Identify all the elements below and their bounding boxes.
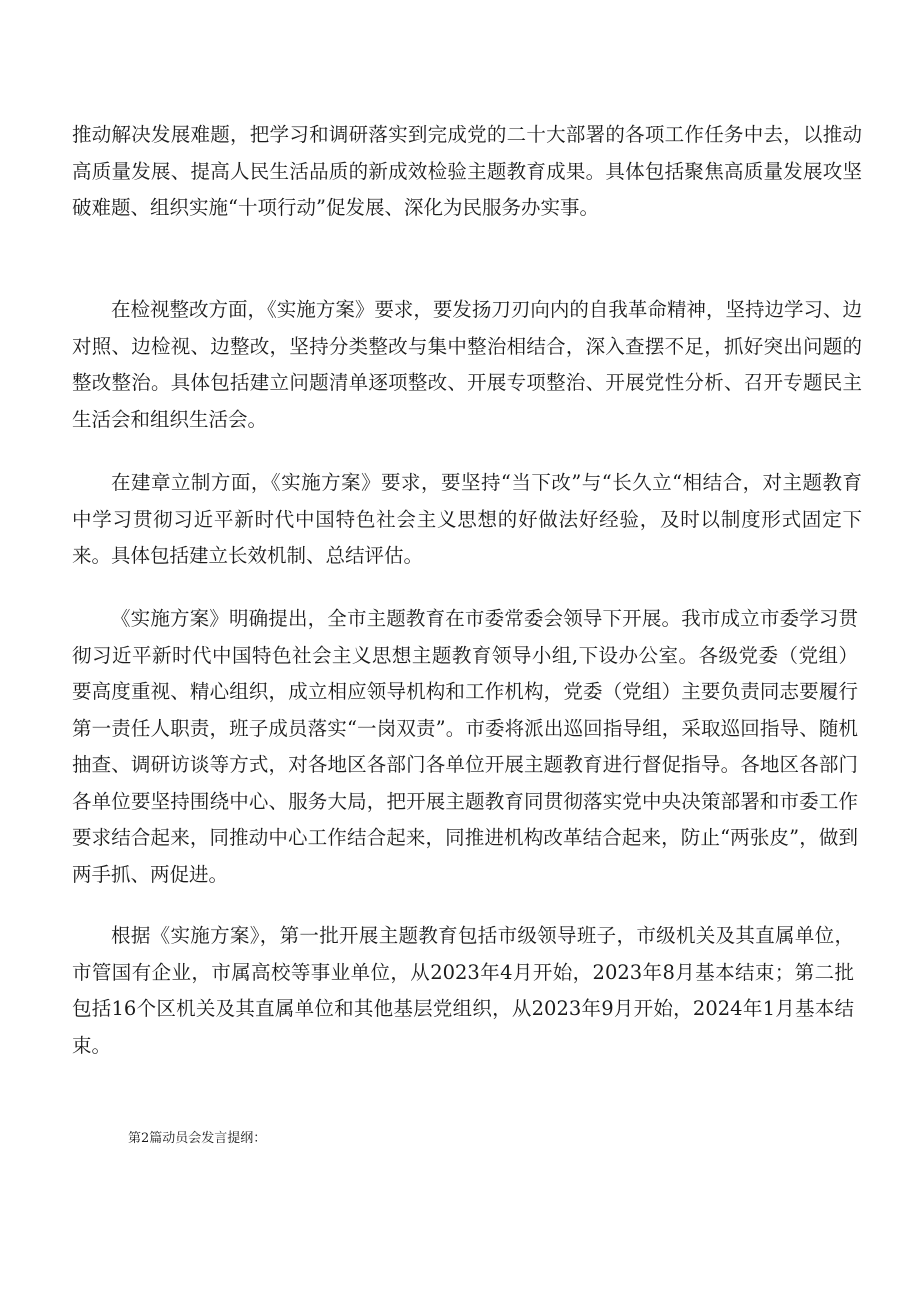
paragraph-inspection-rectification: 在检视整改方面，《实施方案》要求，要发扬刀刃向内的自我革命精神，坚持边学习、边对照、边检视、边整改，坚持分类整改与集中整治相结合，深入查摆不足，抓好突出问题的整改整治。具体包括建立问题清单逐项整改、开展专项整治、开展党性分析、召开专题民主生活会和组织生活会。 bbox=[72, 298, 862, 431]
paragraph-leadership-organization: 《实施方案》明确提出，全市主题教育在市委常委会领导下开展。我市成立市委学习贯彻习近平新时代中国特色社会主义思想主题教育领导小组,下设办公室。各级党委（党组）要高度重视、精心组织，成立相应领导机构和工作机构，党委（党组）主要负责同志要履行第一责任人职责，班子成员落实“一岗双责”。市委将派出巡回指导组，采取巡回指导、随机抽查、调研访谈等方式，对各地区各部门各单位开展主题教育进行督促指导。各地区各部门各单位要坚持围绕中心、服务大局，把开展主题教育同贯彻落实党中央决策部署和市委工作要求结合起来，同推动中心工作结合起来，同推进机构改革结合起来，防止“两张皮”，做到两手抓、两促进。 bbox=[72, 607, 858, 886]
paragraph-rules-institutions: 在建章立制方面，《实施方案》要求，要坚持“当下改”与“长久立“相结合，对主题教育中学习贯彻习近平新时代中国特色社会主义思想的好做法好经验，及时以制度形式固定下来。具体包括建立长效机制、总结评估。 bbox=[72, 471, 862, 567]
section-heading-next-article: 第2篇动员会发言提纲： bbox=[128, 1131, 267, 1146]
paragraph-implementation-schedule: 根据《实施方案》，第一批开展主题教育包括市级领导班子，市级机关及其直属单位，市管国有企业，市属高校等事业单位，从2023年4月开始，2023年8月基本结束；第二批包括16个区机关及其直属单位和其他基层党组织，从2023年9月开始，2024年1月基本结束。 bbox=[72, 924, 854, 1057]
paragraph-development-challenges: 推动解决发展难题，把学习和调研落实到完成党的二十大部署的各项工作任务中去，以推动高质量发展、提高人民生活品质的新成效检验主题教育成果。具体包括聚焦高质量发展攻坚破难题、组织实施“十项行动”促发展、深化为民服务办实事。 bbox=[72, 123, 862, 219]
